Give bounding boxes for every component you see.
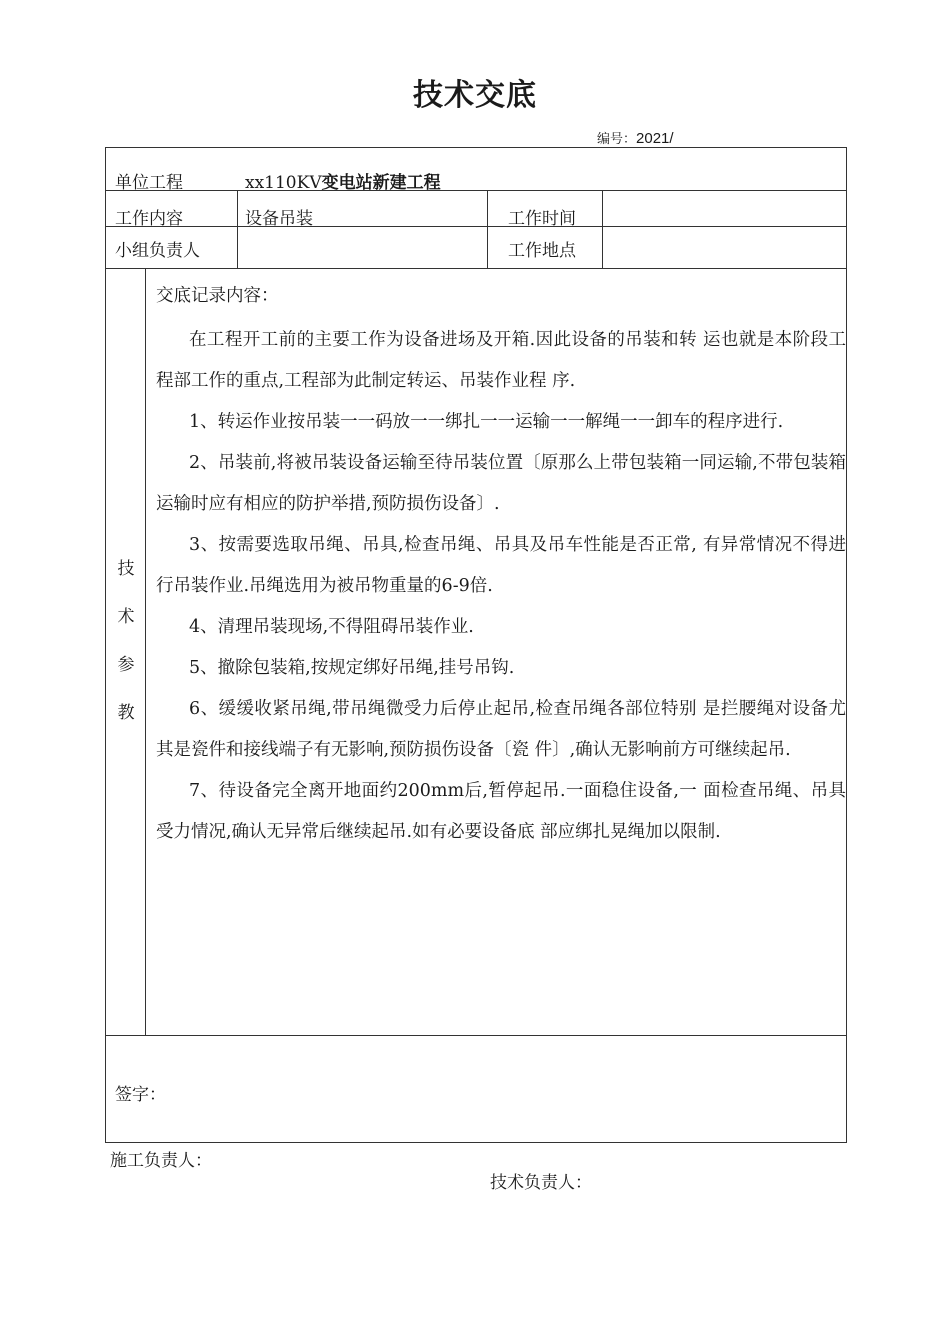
unit-value-main: 变电站新建工程	[321, 173, 441, 193]
signature-label: 签字：	[115, 1085, 166, 1105]
paragraph: 2、吊装前,将被吊装设备运输至待吊装位置〔原那么上带包装箱一同运输,不带包装箱运输时应有相应的防护举措,预防损伤设备〕.	[156, 453, 846, 514]
paragraph: 1、转运作业按吊装一一码放一一绑扎一一运输一一解绳一一卸车的程序进行.	[189, 412, 784, 432]
work-time-label: 工作时间	[508, 209, 576, 229]
side-char: 术	[117, 607, 135, 627]
work-content-label: 工作内容	[115, 209, 183, 229]
paragraph: 5、撤除包装箱,按规定绑好吊绳,挂号吊钩.	[189, 658, 515, 678]
side-char: 参	[117, 655, 135, 675]
unit-value-prefix: xx110KV	[245, 173, 322, 193]
document-number	[597, 128, 674, 147]
paragraph: 7、待设备完全离开地面约200mm后,暂停起吊.一面稳住设备,一 面检查吊绳、吊具受力情况,确认无异常后继续起吊.如有必要设备底 部应绑扎晃绳加以限制.	[156, 781, 846, 842]
location-label: 工作地点	[508, 241, 576, 261]
briefing-content	[156, 284, 846, 853]
paragraph: 3、按需要选取吊绳、吊具,检查吊绳、吊具及吊车性能是否正常, 有异常情况不得进行吊装作业.吊绳选用为被吊物重量的6-9倍.	[156, 535, 846, 596]
side-char: 技	[117, 559, 135, 579]
document-title: 技术交底	[413, 78, 537, 113]
paragraph: 4、清理吊装现场,不得阻碍吊装作业.	[189, 617, 474, 637]
side-char: 教	[117, 703, 135, 723]
unit-value	[245, 168, 441, 193]
paragraph: 6、缓缓收紧吊绳,带吊绳微受力后停止起吊,检查吊绳各部位特别 是拦腰绳对设备尤其是瓷件和接线端子有无影响,预防损伤设备〔瓷 件〕,确认无影响前方可继续起吊.	[156, 699, 846, 760]
side-label	[110, 545, 142, 737]
construction-leader-label: 施工负责人：	[110, 1151, 212, 1171]
document-number-label: 编号：	[597, 132, 637, 147]
document-number-value: 2021/	[636, 130, 674, 147]
unit-label: 单位工程	[115, 173, 183, 193]
content-heading: 交底记录内容：	[156, 286, 279, 306]
technical-leader-label: 技术负责人：	[490, 1173, 592, 1193]
work-content-value: 设备吊装	[245, 209, 313, 229]
paragraph: 在工程开工前的主要工作为设备进场及开箱.因此设备的吊装和转 运也就是本阶段工程部工作的重点,工程部为此制定转运、吊装作业程 序.	[156, 330, 846, 391]
leader-label: 小组负责人	[115, 241, 200, 261]
